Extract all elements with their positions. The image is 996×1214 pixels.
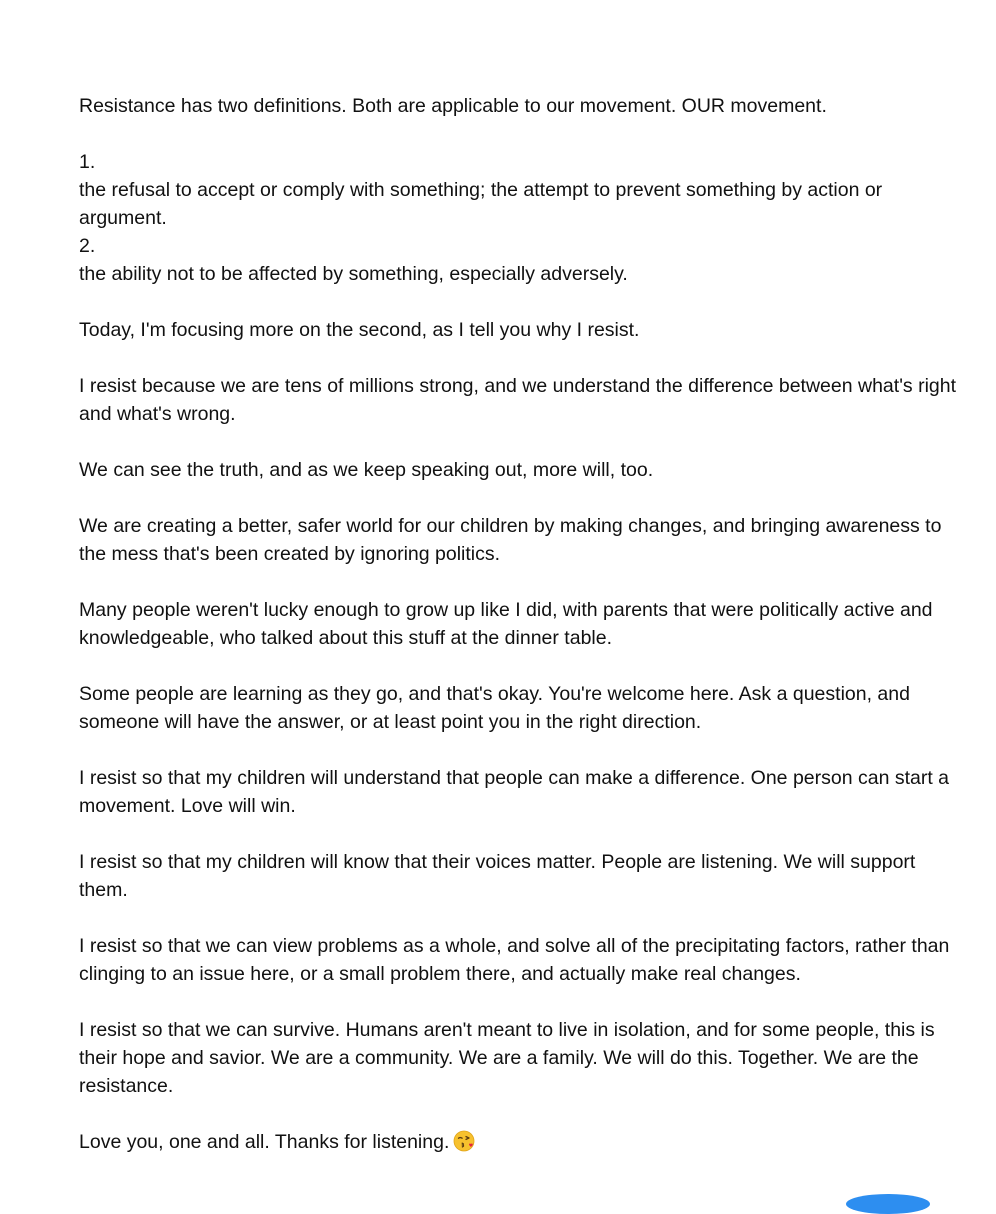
definition-text: the refusal to accept or comply with something; the attempt to prevent something by action or argument. bbox=[79, 179, 883, 229]
face-blowing-kiss-icon bbox=[453, 1130, 475, 1152]
body-paragraph: We are creating a better, safer world for our children by making changes, and bringing awareness to the mess that's been created by ignoring politics. bbox=[79, 515, 947, 565]
body-paragraph: Many people weren't lucky enough to grow up like I did, with parents that were politically active and knowledgeable, who talked about this stuff at the dinner table. bbox=[79, 599, 938, 649]
body-paragraph: I resist so that we can view problems as a whole, and solve all of the precipitating factors, rather than clinging to an issue here, or a small problem there, and actually make real changes. bbox=[79, 935, 955, 985]
definitions-list bbox=[79, 148, 969, 288]
closing-text: Love you, one and all. Thanks for listening. bbox=[79, 1131, 450, 1153]
definition-number: 1. bbox=[79, 151, 96, 173]
body-paragraph: Today, I'm focusing more on the second, as I tell you why I resist. bbox=[79, 319, 640, 341]
closing-line bbox=[79, 1128, 969, 1156]
body-paragraph: We can see the truth, and as we keep speaking out, more will, too. bbox=[79, 459, 654, 481]
body-paragraph: Some people are learning as they go, and that's okay. You're welcome here. Ask a question, and someone will have the answer, or at least point you in the right direction. bbox=[79, 683, 916, 733]
corner-accent-blob bbox=[846, 1194, 930, 1214]
definition-number: 2. bbox=[79, 235, 96, 257]
definition-text: the ability not to be affected by something, especially adversely. bbox=[79, 263, 628, 285]
document-body bbox=[79, 92, 969, 1156]
body-paragraph: I resist so that my children will understand that people can make a difference. One person can start a movement. Love will win. bbox=[79, 767, 955, 817]
body-paragraph: I resist so that we can survive. Humans aren't meant to live in isolation, and for some people, this is their hope and savior. We are a community. We are a family. We will do this. Together. We are the resistance. bbox=[79, 1019, 941, 1097]
intro-paragraph: Resistance has two definitions. Both are applicable to our movement. OUR movement. bbox=[79, 95, 827, 117]
body-paragraph: I resist so that my children will know that their voices matter. People are listening. We will support them. bbox=[79, 851, 921, 901]
body-paragraph: I resist because we are tens of millions strong, and we understand the difference between what's right and what's wrong. bbox=[79, 375, 962, 425]
